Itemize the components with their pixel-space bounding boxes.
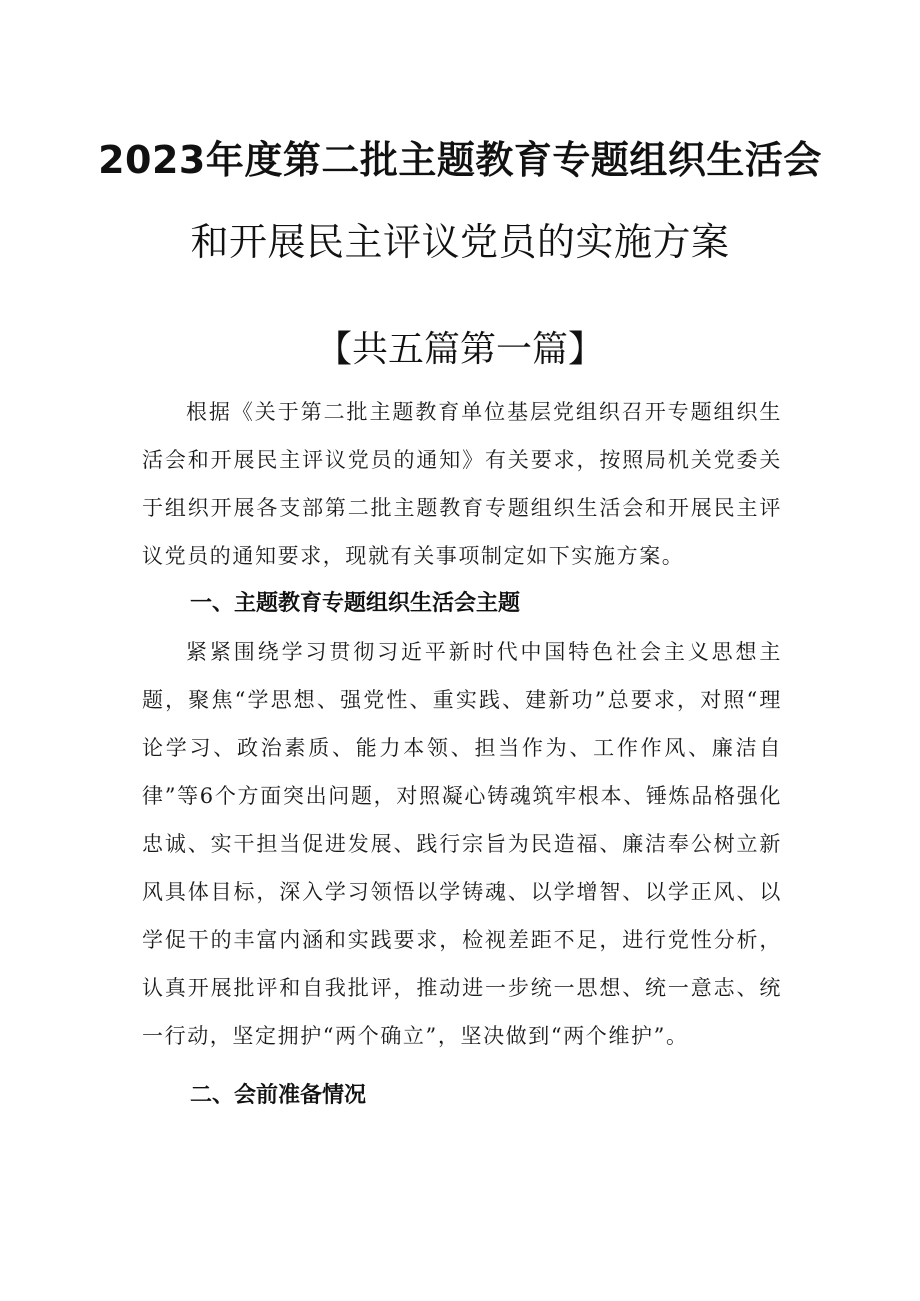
- section-1-paragraph: 紧紧围绕学习贯彻习近平新时代中国特色社会主义思想主题，聚焦“学思想、强党性、重实践、建新功”总要求，对照“理论学习、政治素质、能力本领、担当作为、工作作风、廉洁自律”等6个方面突出问题，对照凝心铸魂筑牢根本、锤炼品格强化忠诚、实干担当促进发展、践行宗旨为民造福、廉洁奉公树立新风具体目标，深入学习领悟以学铸魂、以学增智、以学正风、以学促干的丰富内涵和实践要求，检视差距不足，进行党性分析，认真开展批评和自我批评，推动进一步统一思想、统一意志、统一行动，坚定拥护“两个确立”，坚决做到“两个维护”。: [142, 640, 782, 1048]
- document-title-line-1: 2023年度第二批主题教育专题组织生活会: [98, 138, 822, 182]
- document-subtitle: 【共五篇第一篇】: [315, 329, 604, 370]
- section-1-heading: 一、主题教育专题组织生活会主题: [190, 591, 521, 616]
- intro-paragraph: 根据《关于第二批主题教育单位基层党组织召开专题组织生活会和开展民主评议党员的通知》有关要求，按照局机关党委关于组织开展各支部第二批主题教育专题组织生活会和开展民主评议党员的通知要求，现就有关事项制定如下实施方案。: [142, 400, 782, 568]
- document-title-line-2: 和开展民主评议党员的实施方案: [190, 220, 730, 264]
- section-2-heading: 二、会前准备情况: [190, 1083, 367, 1108]
